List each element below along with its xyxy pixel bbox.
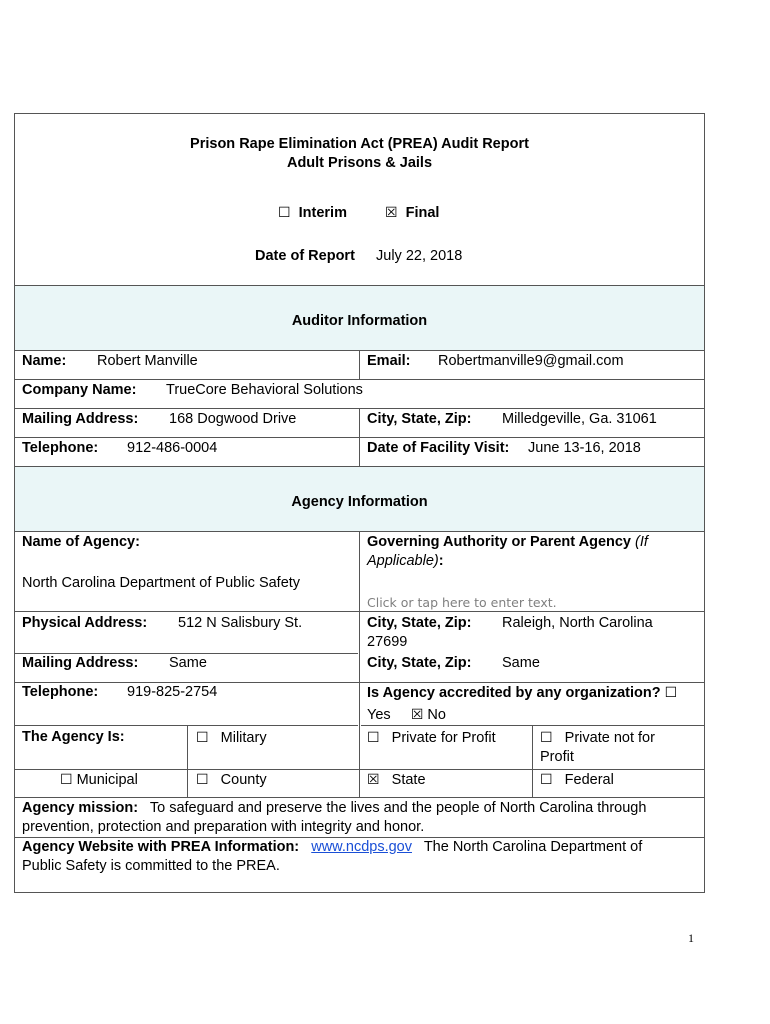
accredited-yes-checkbox[interactable]: ☐ <box>664 685 678 701</box>
accredited-yes-label: Yes <box>367 707 391 723</box>
date-of-report-label: Date of Report <box>255 248 355 264</box>
prea-audit-form <box>14 113 705 893</box>
agency-name-value[interactable]: North Carolina Department of Public Safety <box>22 575 301 591</box>
facility-visit-label: Date of Facility Visit: <box>367 440 510 456</box>
accredited-no-checkbox[interactable]: ☒ <box>410 707 424 723</box>
agency-csz-value[interactable]: Raleigh, North Carolina <box>502 615 653 631</box>
interim-label: Interim <box>298 205 347 221</box>
website-label: Agency Website with PREA Information: <box>22 839 300 855</box>
auditor-name-value[interactable]: Robert Manville <box>97 353 198 369</box>
type-private-profit[interactable]: ☐ Private for Profit <box>367 730 496 746</box>
mission-text-1: To safeguard and preserve the lives and the people of North Carolina through <box>149 800 647 816</box>
interim-option[interactable] <box>278 204 347 223</box>
mission-label: Agency mission: <box>22 800 139 816</box>
auditor-mailing-value[interactable]: 168 Dogwood Drive <box>169 411 297 427</box>
agency-zip-value[interactable]: 27699 <box>367 634 408 650</box>
auditor-phone-label: Telephone: <box>22 440 99 456</box>
report-subtitle: Adult Prisons & Jails <box>286 155 433 171</box>
type-federal[interactable]: ☐ Federal <box>540 772 614 788</box>
military-checkbox: ☐ <box>196 730 209 746</box>
agency-csz2-value[interactable]: Same <box>502 655 540 671</box>
final-label: Final <box>405 205 440 221</box>
date-of-report-value[interactable]: July 22, 2018 <box>376 248 463 264</box>
auditor-email-value[interactable]: Robertmanville9@gmail.com <box>438 353 624 369</box>
website-link[interactable]: www.ncdps.gov <box>311 839 412 855</box>
federal-checkbox: ☐ <box>540 772 553 788</box>
governing-authority-label: Governing Authority or Parent Agency (If <box>367 534 648 550</box>
page-number: 1 <box>688 931 694 945</box>
agency-phone-label: Telephone: <box>22 684 99 700</box>
accredited-question: Is Agency accredited by any organization? ☐ <box>367 685 678 701</box>
mission-text-2: prevention, protection and preparation with integrity and honor. <box>22 819 425 835</box>
type-municipal[interactable]: ☐ Municipal <box>60 772 138 788</box>
accredited-no-label: No <box>427 707 446 723</box>
type-county[interactable]: ☐ County <box>196 772 267 788</box>
governing-authority-label-2: Applicable): <box>367 553 444 569</box>
agency-mailing-label: Mailing Address: <box>22 655 139 671</box>
accredited-answers <box>367 706 446 725</box>
agency-phone-value[interactable]: 919-825-2754 <box>127 684 218 700</box>
interim-checkbox[interactable]: ☐ <box>278 205 291 221</box>
auditor-email-label: Email: <box>367 353 411 369</box>
type-military[interactable]: ☐ Military <box>196 730 267 746</box>
final-option[interactable] <box>385 204 439 223</box>
physical-address-label: Physical Address: <box>22 615 148 631</box>
auditor-csz-value[interactable]: Milledgeville, Ga. 31061 <box>502 411 657 427</box>
auditor-csz-label: City, State, Zip: <box>367 411 472 427</box>
governing-authority-input[interactable]: Click or tap here to enter text. <box>367 595 557 610</box>
website-text-1: The North Carolina Department of <box>423 839 643 855</box>
website-text-2: Public Safety is committed to the PREA. <box>22 858 280 874</box>
agency-website <box>22 838 642 857</box>
agency-mission <box>22 799 646 818</box>
facility-visit-value[interactable]: June 13-16, 2018 <box>528 440 641 456</box>
type-private-nonprofit[interactable]: ☐ Private not for <box>540 730 655 746</box>
county-checkbox: ☐ <box>196 772 209 788</box>
agency-csz2-label: City, State, Zip: <box>367 655 472 671</box>
type-state[interactable]: ☒ State <box>367 772 426 788</box>
company-name-label: Company Name: <box>22 382 137 398</box>
physical-address-value[interactable]: 512 N Salisbury St. <box>178 615 303 631</box>
state-checkbox: ☒ <box>367 772 380 788</box>
auditor-name-label: Name: <box>22 353 67 369</box>
auditor-section-title: Auditor Information <box>291 313 428 329</box>
agency-csz-label: City, State, Zip: <box>367 615 472 631</box>
company-name-value[interactable]: TrueCore Behavioral Solutions <box>166 382 363 398</box>
auditor-phone-value[interactable]: 912-486-0004 <box>127 440 218 456</box>
final-checkbox[interactable]: ☒ <box>385 205 398 221</box>
private-nonprofit-checkbox: ☐ <box>540 730 553 746</box>
agency-mailing-value[interactable]: Same <box>169 655 207 671</box>
municipal-checkbox: ☐ <box>60 772 73 788</box>
type-private-nonprofit-line2: Profit <box>540 749 574 765</box>
agency-type-label: The Agency Is: <box>22 729 125 745</box>
agency-name-label: Name of Agency: <box>22 534 140 550</box>
governing-authority-if: (If <box>635 534 648 550</box>
report-title: Prison Rape Elimination Act (PREA) Audit Report <box>190 136 529 152</box>
agency-section-title: Agency Information <box>291 494 428 510</box>
auditor-mailing-label: Mailing Address: <box>22 411 139 427</box>
private-profit-checkbox: ☐ <box>367 730 380 746</box>
